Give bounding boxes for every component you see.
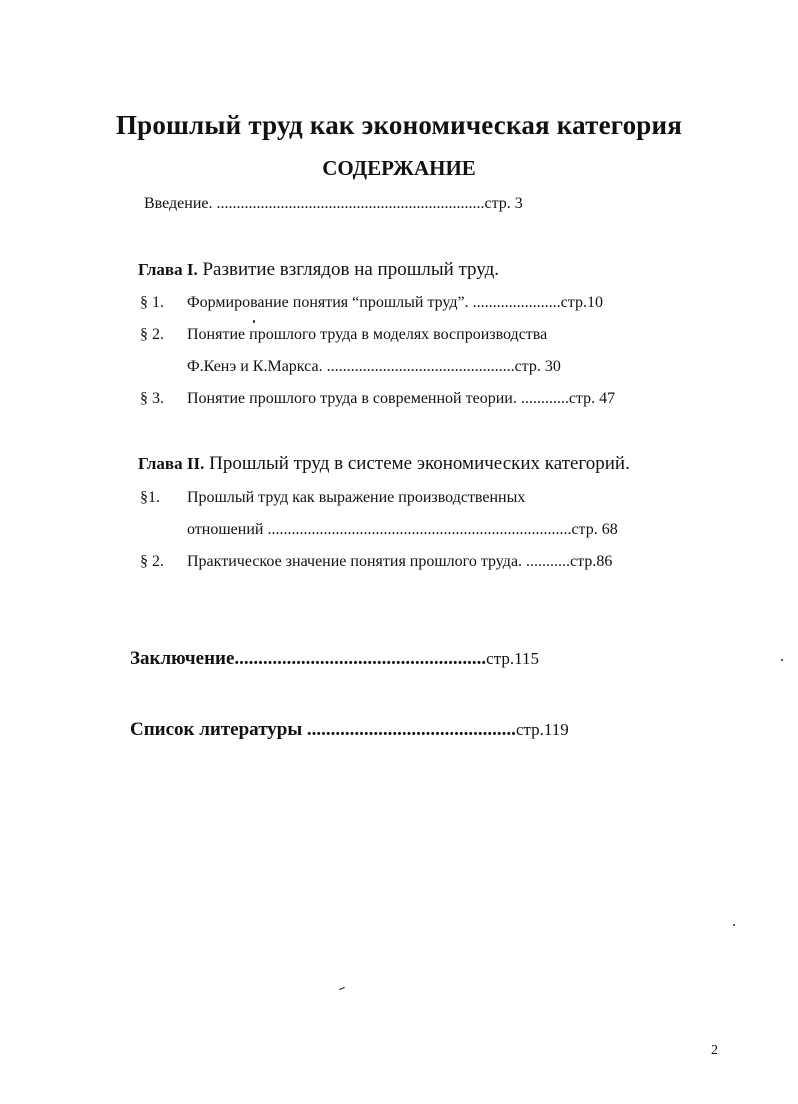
scan-speck xyxy=(781,659,783,661)
chapter-2-label: Глава II. xyxy=(138,454,205,473)
toc-entry-references xyxy=(130,719,569,741)
section-mark: §1. xyxy=(140,489,160,506)
toc-entry-1-2: Понятие прошлого труда в моделях воспроизводства xyxy=(187,326,548,343)
references-page: стр.119 xyxy=(515,720,569,739)
toc-entry-intro: Введение. ...................................................................стр. 3 xyxy=(144,195,523,212)
toc-entry-1-1: Формирование понятия “прошлый труд”. ......................стр.10 xyxy=(187,294,603,311)
section-mark: § 2. xyxy=(140,326,164,343)
scan-speck xyxy=(253,320,255,323)
toc-entry-1-3: Понятие прошлого труда в современной теории. ............стр. 47 xyxy=(187,390,616,407)
toc-entry-2-1-cont: отношений ............................................................................стр. 68 xyxy=(187,521,618,538)
chapter-2-heading xyxy=(138,453,630,475)
references-label: Список литературы ............................................ xyxy=(130,719,516,740)
scan-speck xyxy=(339,987,345,990)
scan-speck xyxy=(733,924,735,926)
document-title: Прошлый труд как экономическая категория xyxy=(115,110,683,140)
toc-entry-2-1: Прошлый труд как выражение производственных xyxy=(187,489,526,506)
chapter-2-title: Прошлый труд в системе экономических категорий. xyxy=(204,453,630,474)
conclusion-page: стр.115 xyxy=(486,649,539,668)
contents-heading: СОДЕРЖАНИЕ xyxy=(322,156,476,180)
chapter-1-heading xyxy=(138,259,499,281)
section-mark: § 2. xyxy=(140,553,164,570)
chapter-1-title: Развитие взглядов на прошлый труд. xyxy=(197,259,500,280)
section-mark: § 3. xyxy=(140,390,164,407)
conclusion-label: Заключение..................................................... xyxy=(130,648,487,669)
section-mark: § 1. xyxy=(140,294,164,311)
chapter-1-label: Глава I. xyxy=(138,260,198,279)
toc-entry-2-2: Практическое значение понятия прошлого труда. ...........стр.86 xyxy=(187,553,613,570)
toc-entry-conclusion xyxy=(130,648,539,670)
toc-entry-1-2-cont: Ф.Кенэ и К.Маркса. ...............................................стр. 30 xyxy=(187,358,561,375)
page-number: 2 xyxy=(711,1043,718,1058)
